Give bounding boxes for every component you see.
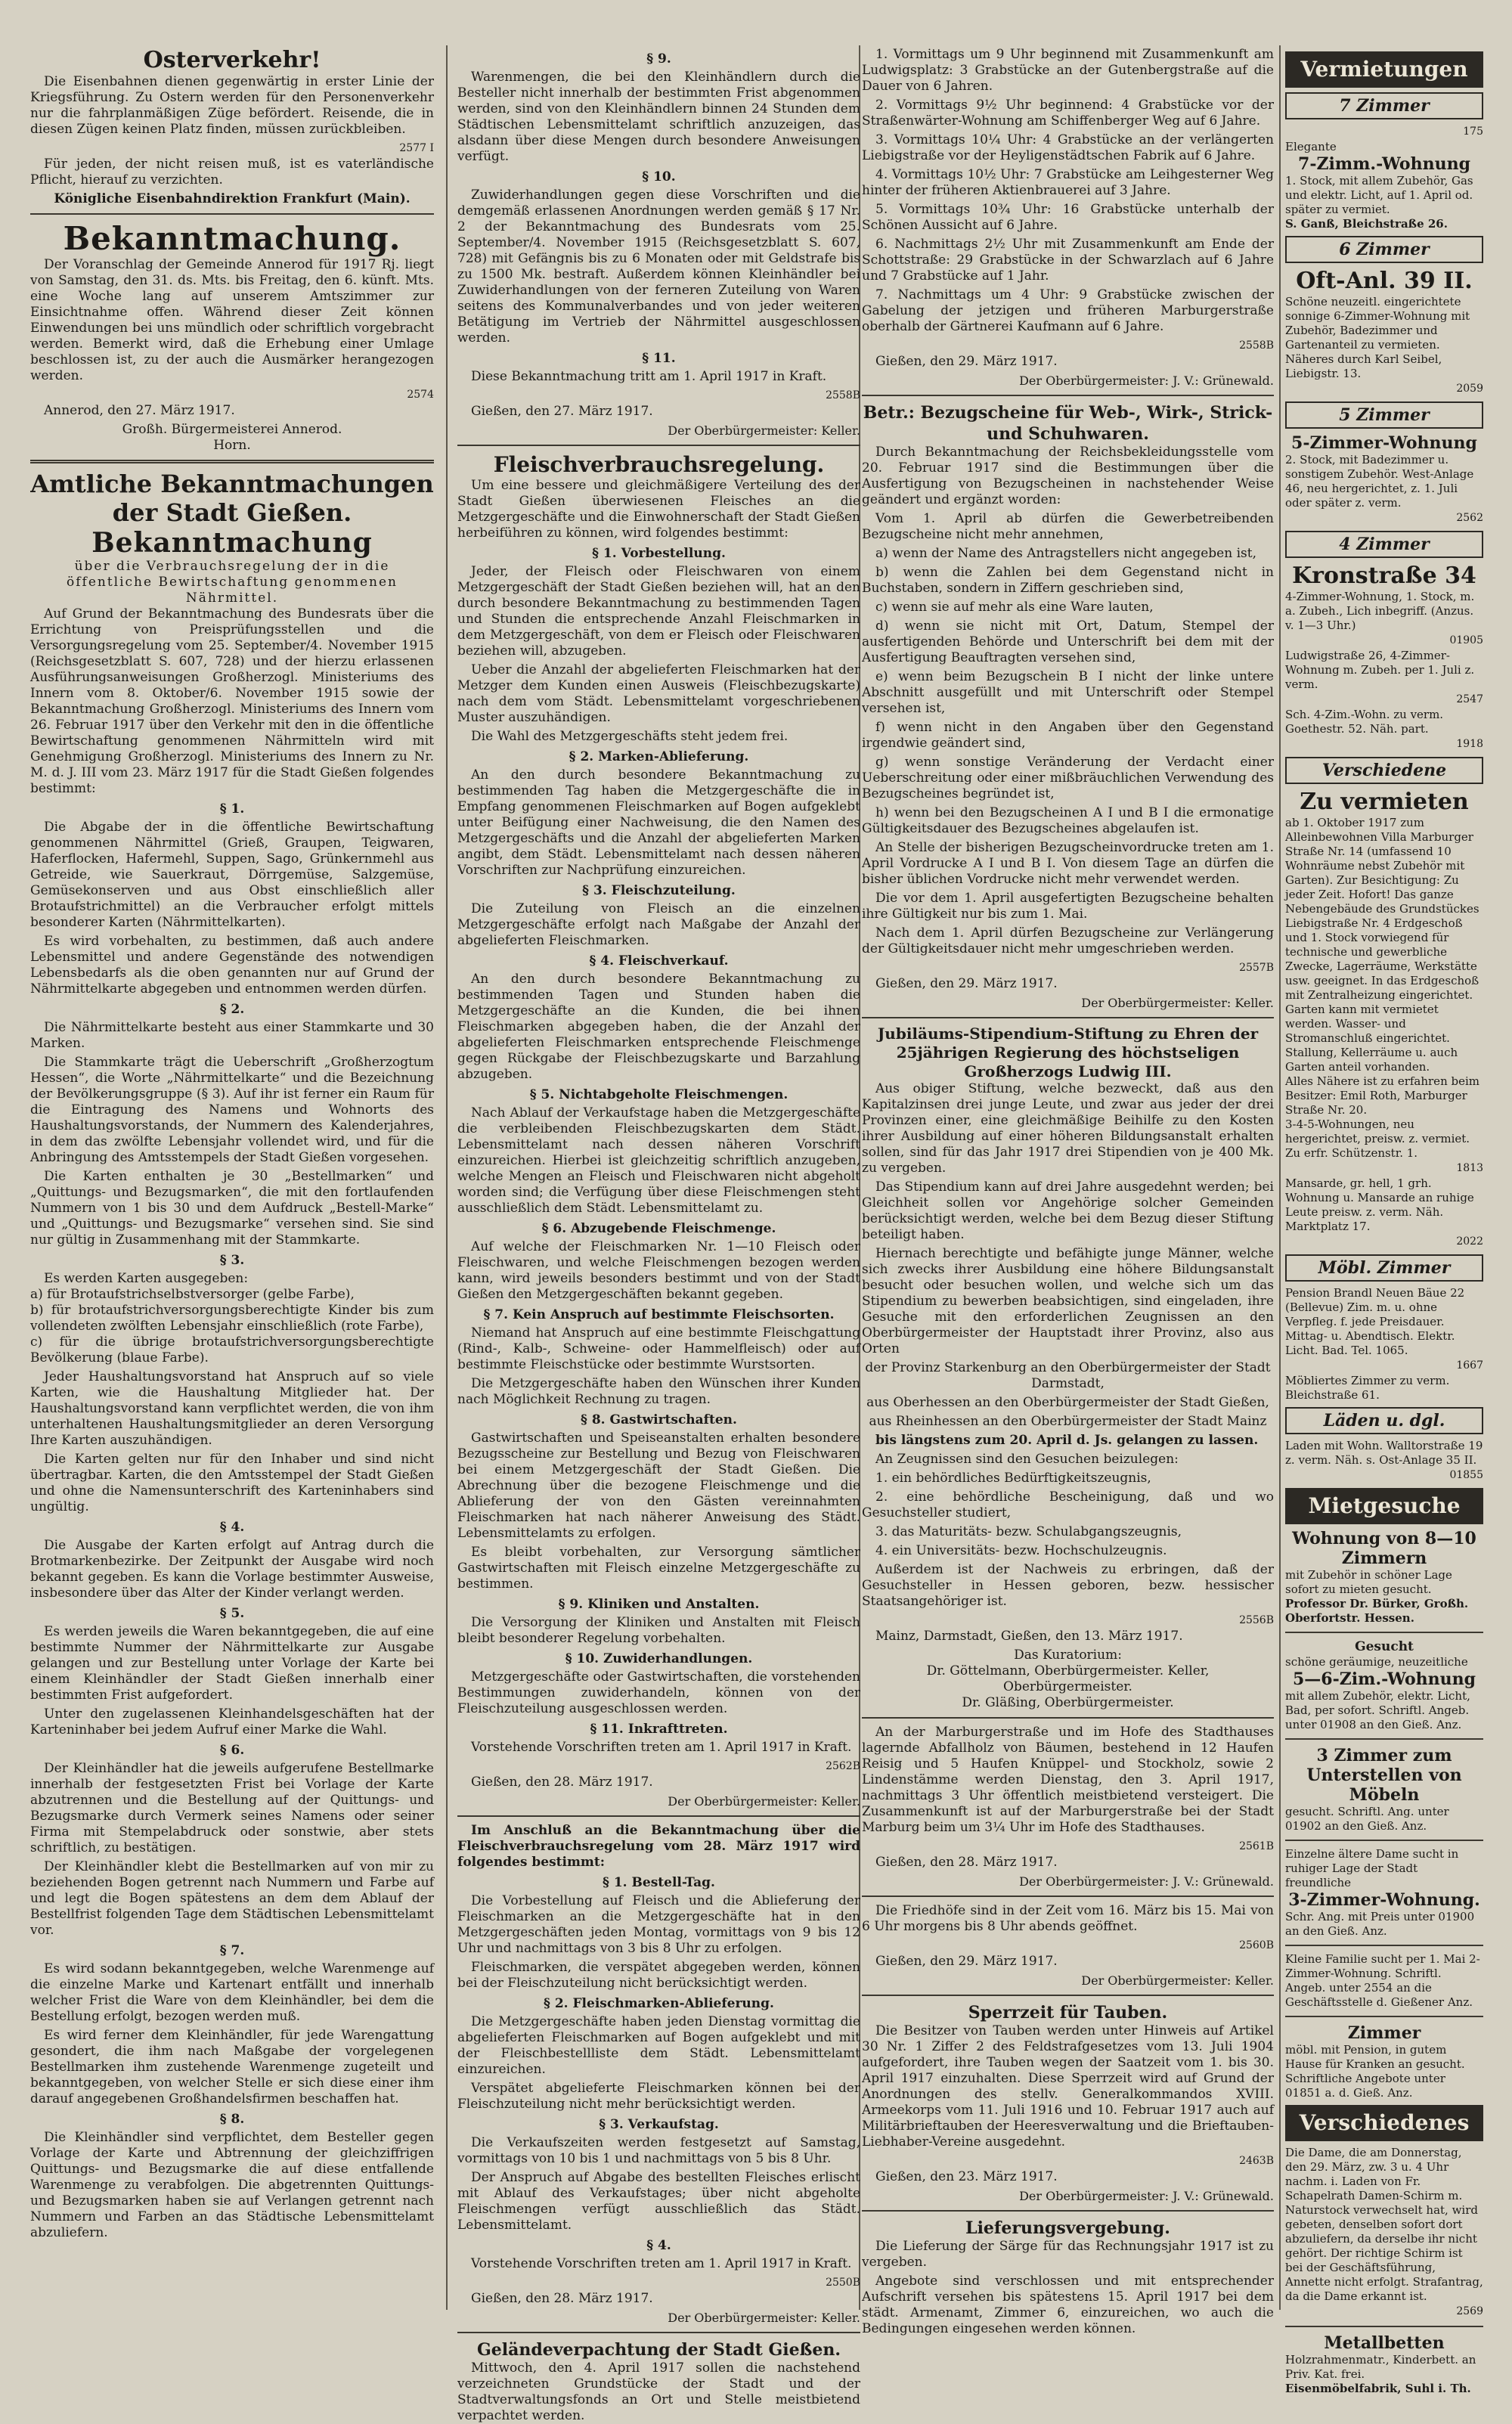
section-head: § 6. Abzugebende Fleischmenge.: [541, 1221, 776, 1236]
bezugscheine-title: Betr.: Bezugscheine für Web-, Wirk-, Strick- und Schuhwaren.: [863, 403, 1273, 444]
vermietungen-header: Vermietungen: [1285, 51, 1483, 88]
section-text: Die Versorgung der Kliniken und Anstalten mit Fleisch bleibt besonderer Regelung vorbehalten.: [457, 1615, 860, 1646]
ad-contact: Eisenmöbelfabrik, Suhl i. Th.: [1285, 2382, 1471, 2395]
divider: [1285, 1840, 1483, 1841]
bekanntmachung-name: Horn.: [213, 438, 251, 453]
ad-text: mit allem Zubehör, elektr. Licht, Bad, per sofort. Schriftl. Angeb. unter 01908 an den Gieß. Anz.: [1285, 1689, 1470, 1731]
ad-text: Schöne neuzeitl. eingerichtete sonnige 6-Zimmer-Wohnung mit Zubehör, Badezimmer und Gartenanteil zu vermieten. Näheres durch Karl Seibel, Liebigstr. 13.: [1285, 295, 1470, 380]
divider: [457, 445, 860, 446]
section-text: Jeder Haushaltungsvorstand hat Anspruch auf so viele Karten, wie die Haushaltung Mitglieder hat. Der Haushaltungsvorstand kann verpflichtet werden, die von ihm unterhaltenen Haushaltungsmitglieder an deren Versorgung Ihre Karten auszuhändigen.: [30, 1369, 434, 1448]
bezugscheine-text: Durch Bekanntmachung der Reichsbekleidungsstelle vom 20. Februar 1917 sind die Bestimmungen über die Ausfertigung von Bezugscheinen in nachstehender Weise geändert und ergänzt worden:: [862, 445, 1274, 507]
divider: [30, 460, 434, 463]
stipendium-list-item: 2. eine behördliche Bescheinigung, daß und wo Gesuchsteller studiert,: [862, 1489, 1274, 1520]
bezugscheine-list-item: f) wenn nicht in den Angaben über den Gegenstand irgendwie geändert sind,: [862, 720, 1274, 751]
section-head: § 5. Nichtabgeholte Fleischmengen.: [529, 1087, 789, 1102]
bezugscheine-text: Die vor dem 1. April ausgefertigten Bezugscheine behalten ihre Gültigkeit nur bis zum 1. Mai.: [862, 891, 1274, 922]
gelaende-list-item: 2. Vormittags 9½ Uhr beginnend: 4 Grabstücke vor der Straßenwärter-Wohnung am Schiffenberger Weg auf 6 Jahre.: [862, 98, 1274, 129]
bezugscheine-list-item: b) wenn die Zahlen bei dem Gegenstand nicht in Buchstaben, sondern in Ziffern geschrieben sind,: [862, 565, 1274, 596]
bezugscheine-list-item: e) wenn beim Bezugschein B I nicht der linke untere Abschnitt ausgefüllt und mit Unterschrift oder Stempel versehen ist,: [862, 669, 1274, 716]
ad-headline: Zimmer: [1347, 2023, 1421, 2043]
section-text: Vorstehende Vorschriften treten am 1. April 1917 in Kraft.: [471, 2256, 852, 2271]
divider: [1285, 2326, 1483, 2327]
bezugscheine-list-item: h) wenn bei den Bezugscheinen A I und B I die ermonatige Gültigkeitsdauer des Bezugscheines abgelaufen ist.: [862, 805, 1274, 836]
bezugscheine-list-item: c) wenn sie auf mehr als eine Ware lauten,: [875, 600, 1154, 615]
ad-headline: 5-Zimmer-Wohnung: [1291, 433, 1477, 453]
section-text: Unter den zugelassenen Kleinhandelsgeschäften hat der Karteninhaber bei jedem Aufruf einer Marke die Wahl.: [30, 1706, 434, 1737]
bezugscheine-text: Vom 1. April ab dürfen die Gewerbetreibenden Bezugscheine nicht mehr annehmen,: [862, 511, 1274, 542]
ad-text: Holzrahmenmatr., Kinderbett. an Priv. Kat. frei.: [1285, 2353, 1476, 2381]
ad-headline: 7-Zimm.-Wohnung: [1298, 154, 1470, 174]
section-text: Es werden Karten ausgegeben: a) für Brotaufstrichselbstversorger (gelbe Farbe), b) für brotaufstrichversorgungsberechtigte Kinder bis zum vollendeten zwölften Lebensjahr einschließlich (rote Farbe), c) für die übrige brotaufstrichversorgungsberechtigte Bevölkerung (blaue Farbe).: [30, 1271, 434, 1365]
section-head: § 11.: [642, 351, 676, 366]
section-text: Die Kleinhändler sind verpflichtet, dem Besteller gegen Vorlage der Karte und Abtrennung der gleichziffrigen Quittungs- und Bezugsmarke die auf diese entfallende Warenmenge zu verabfolgen. Die abgetrennten Quittungs- und Bezugsmarken haben sie auf Verlangen getrennt nach Nummern und Farben an das Städtische Lebensmittelamt abzuliefern.: [30, 2130, 434, 2240]
section-text: An den durch besondere Bekanntmachung zu bestimmenden Tagen und Stunden haben die Metzgergeschäfte an die Kunden, die bei ihnen Fleischmarken abgegeben haben, die der Anzahl der abgelieferten Fleischmarken entsprechende Fleischmenge gegen Rückgabe der Fleischbezugskarte und Barzahlung abzugeben.: [457, 972, 860, 1082]
nahrmittel-subtitle: über die Verbrauchsregelung der in die öffentliche Bewirtschaftung genommenen Nährmittel.: [67, 559, 398, 606]
section-text: Ueber die Anzahl der abgelieferten Fleischmarken hat der Metzger dem Kunden einen Ausweis (Fleischbezugskarte) nach dem vom Städt. Lebensmittelamt vorgeschriebenen Muster auszuhändigen.: [457, 662, 860, 725]
section-text: Es werden jeweils die Waren bekanntgegeben, die auf eine bestimmte Nummer der Nährmittelkarte zur Ausgabe gelangen und zur Bestellung unter Vorlage der Karte bei einem Kleinhändler der Stadt Gießen innerhalb einer bestimmten Frist aufgefordert.: [30, 1624, 434, 1703]
signature: Der Oberbürgermeister: Keller.: [668, 2311, 860, 2325]
ad-text: Einzelne ältere Dame sucht in ruhiger Lage der Stadt freundliche: [1285, 1847, 1459, 1889]
section-head: § 4.: [219, 1520, 245, 1535]
column-2: [457, 47, 860, 2423]
divider: [1285, 1632, 1483, 1633]
stipendium-list-item: 1. ein behördliches Bedürftigkeitszeugnis,: [875, 1471, 1151, 1486]
date-line: Mainz, Darmstadt, Gießen, den 13. März 1917.: [875, 1629, 1183, 1644]
signature: Der Oberbürgermeister: Keller.: [668, 1794, 860, 1809]
section-head: § 9.: [646, 51, 671, 67]
ad-number: 2560B: [1239, 1939, 1274, 1951]
column-rule: [1279, 45, 1281, 2310]
gelaende-title: Geländeverpachtung der Stadt Gießen.: [476, 2340, 841, 2360]
fleisch-title: Fleischverbrauchsregelung.: [493, 452, 825, 477]
divider: [1285, 2016, 1483, 2017]
bekanntmachung-text: Der Voranschlag der Gemeinde Annerod für 1917 Rj. liegt von Samstag, den 31. ds. Mts. bis Freitag, den 6. künft. Mts. eine Woche lang auf unserem Amtszimmer zur Einsichtnahme offen. Während dieser Zeit können Einwendungen bei uns mündlich oder schriftlich vorgebracht werden. Bemerkt wird, daß die Erhebung einer Umlage beschlossen ist, zu der auch die Ausmärker herangezogen werden.: [30, 257, 434, 383]
section-text: Der Anspruch auf Abgabe des bestellten Fleisches erlischt mit Ablauf des Verkaufstages; über nicht abgeholte Fleischmengen verfügt ausschließlich das Städt. Lebensmittelamt.: [457, 2170, 860, 2233]
section-text: Es wird ferner dem Kleinhändler, für jede Warengattung gesondert, die ihm nach Maßgabe der vorgelegenen Bestellmarken ihm zustehende Warenmenge zugeteilt und bekanntgegeben, von welcher Stelle er sich diese einer ihm darauf angegebenen Großhandelsfirmen beschaffen hat.: [30, 2028, 434, 2106]
section-text: Die Karten gelten nur für den Inhaber und sind nicht übertragbar. Karten, die den Amtsstempel der Stadt Gießen und ohne die Namensunterschrift des Karteninhabers sind ungültig.: [30, 1452, 434, 1514]
divider: [862, 1895, 1274, 1897]
ad-headline: Zu vermieten: [1300, 789, 1469, 815]
gelaende-list-item: 4. Vormittags 10½ Uhr: 7 Grabstücke am Leihgesterner Weg hinter der früheren Aktienbrauerei auf 3 Jahre.: [862, 167, 1274, 198]
ad-headline: Oft-Anl. 39 II.: [1296, 268, 1473, 294]
stipendium-text: Hiernach berechtigte und befähigte junge Männer, welche sich zwecks ihrer Ausbildung eine höhere Bildungsanstalt besucht oder besuchen wollen, und welche sich um das Stipendium zu bewerben beabsichtigen, sind eingeladen, ihre Gesuche mit den erforderlichen Zeugnissen an den Oberbürgermeister der Hauptstadt ihrer Provinz, also aus Orten: [862, 1246, 1274, 1356]
divider: [862, 1717, 1274, 1719]
divider: [457, 1815, 860, 1817]
section-text: Die Metzgergeschäfte haben den Wünschen ihrer Kunden nach Möglichkeit Rechnung zu tragen.: [457, 1376, 860, 1407]
fleisch-intro: Um eine bessere und gleichmäßigere Verteilung des der Stadt Gießen überwiesenen Fleisches an die Metzgergeschäfte und die Einwohnerschaft der Stadt Gießen herbeiführen zu können, wird folgendes bestimmt:: [457, 478, 860, 541]
ad-number: 1813: [1456, 1162, 1483, 1174]
section-text: Nach Ablauf der Verkaufstage haben die Metzgergeschäfte die verbleibenden Fleischbezugskarten dem Städt. Lebensmittelamt nach dessen näheren Vorschrift einzureichen. Hierbei ist gleichzeitig schriftlich anzugeben, welche Mengen an Fleisch und Fleischwaren nicht abgeholt worden sind; die Verfügung über diese Fleischmengen steht ausschließlich dem Städt. Lebensmittelamt zu.: [457, 1105, 860, 1216]
nahrmittel-intro: Auf Grund der Bekanntmachung des Bundesrats über die Errichtung von Preisprüfungsstellen und die Versorgungsregelung vom 25. September/4. November 1915 (Reichsgesetzblatt S. 607, 728) und der hierzu erlassenen Ausführungsanweisungen Großherzogl. Ministeriums des Innern vom 8. Oktober/6. November 1915 sowie der Bekanntmachung Großherzogl. Ministeriums des Innern vom 26. Februar 1917 über den Verkehr mit den in die öffentliche Bewirtschaftung genommenen Nährmitteln wird mit Genehmigung Großherzogl. Ministeriums des Innern zu Nr. M. d. J. III vom 23. März 1917 für die Stadt Gießen folgendes bestimmt:: [30, 606, 434, 796]
nahrmittel-title: Bekanntmachung: [91, 527, 373, 559]
section-text: Es bleibt vorbehalten, zur Versorgung sämtlicher Gastwirtschaften mit Fleisch einzelne Metzgergeschäfte zu bestimmen.: [457, 1545, 860, 1592]
ad-number: 2562: [1456, 512, 1483, 524]
gelaende-list-item: 6. Nachmittags 2½ Uhr mit Zusammenkunft am Ende der Schottstraße: 29 Grabstücke in der Schwarzlach auf 6 Jahre und 7 Grabstücke auf 1 Jahr.: [862, 237, 1274, 284]
tauben-text: Die Besitzer von Tauben werden unter Hinweis auf Artikel 30 Nr. 1 Ziffer 2 des Feldstrafgesetzes vom 13. Juli 1904 aufgefordert, ihre Tauben wegen der Saatzeit vom 1. bis 30. April 1917 einzuhalten. Diese Sperrzeit wird auf Grund der Anordnungen des stellv. Generalkommandos XVIII. Armeekorps vom 11. Juli 1916 und 10. Februar 1917 auch auf Militärbrieftauben der Heeresverwaltung und die Brieftauben-Liebhaber-Vereine ausgedehnt.: [862, 2023, 1274, 2150]
section-text: Metzgergeschäfte oder Gastwirtschaften, die vorstehenden Bestimmungen zuwiderhandeln, können von der Fleischzuteilung ausgeschlossen werden.: [457, 1669, 860, 1716]
section-head: § 3. Fleischzuteilung.: [582, 883, 736, 898]
section-head: § 8.: [219, 2112, 245, 2127]
stipendium-text: aus Rheinhessen an den Oberbürgermeister der Stadt Mainz: [869, 1414, 1267, 1429]
section-text: Fleischmarken, die verspätet abgegeben werden, können bei der Fleischzuteilung nicht berücksichtigt werden.: [457, 1960, 860, 1991]
signature: Das Kuratorium:: [1014, 1648, 1122, 1663]
date-line: Gießen, den 27. März 1917.: [471, 404, 653, 419]
section-head: § 10.: [642, 169, 676, 184]
divider: [30, 213, 434, 215]
gelaende-list-item: 3. Vormittags 10¼ Uhr: 4 Grabstücke an der verlängerten Liebigstraße vor der Heyligenstädtschen Fabrik auf 6 Jahre.: [862, 132, 1274, 163]
category-4-zimmer: 4 Zimmer: [1285, 531, 1483, 558]
section-text: Es wird vorbehalten, zu bestimmen, daß auch andere Lebensmittel und andere Gegenstände des notwendigen Lebensbedarfs als die oben genannten nur auf Grund der Nährmittelkarte abgegeben und entnommen werden dürfen.: [30, 934, 434, 997]
ad-text: 4-Zimmer-Wohnung, 1. Stock, m. a. Zubeh., Lich inbegriff. (Anzus. v. 1—3 Uhr.): [1285, 590, 1475, 632]
ad-label: Gesucht: [1355, 1639, 1414, 1654]
section-head: § 2.: [219, 1002, 245, 1017]
friedhof-text: Die Friedhöfe sind in der Zeit vom 16. März bis 15. Mai von 6 Uhr morgens bis 8 Uhr abends geöffnet.: [862, 1903, 1274, 1934]
section-head: § 3.: [219, 1253, 245, 1268]
ad-text: Die Dame, die am Donnerstag, den 29. März, zw. 3 u. 4 Uhr nachm. i. Laden von Fr. Schapelrath Damen-Schirm m. Naturstock verwechselt hat, wird gebeten, denselben sofort dort abzuliefern, da derselbe ihr nicht gehört. Der richtige Schirm ist bei der Geschäftsführung, Annette nicht erfolgt. Strafantrag, da die Dame erkannt ist.: [1285, 2146, 1483, 2303]
divider: [1285, 1945, 1483, 1946]
fett-intro: Im Anschluß an die Bekanntmachung über die Fleischverbrauchsregelung vom 28. März 1917 wird folgendes bestimmt:: [457, 1823, 860, 1870]
ad-text: mit Zubehör in schöner Lage sofort zu mieten gesucht.: [1285, 1568, 1452, 1596]
ad-text: Alles Nähere ist zu erfahren beim Besitzer: Emil Roth, Marburger Straße Nr. 20.: [1285, 1074, 1479, 1117]
section-text: Zuwiderhandlungen gegen diese Vorschriften und die demgemäß erlassenen Anordnungen werden gemäß § 17 Nr. 2 der Bekanntmachung des Bundesrats vom 25. September/4. November 1915 (Reichsgesetzblatt S. 607, 728) mit Gefängnis bis zu 6 Monaten oder mit Geldstrafe bis zu 1500 Mk. bestraft. Außerdem können Kleinhändler bei Zuwiderhandlungen von der ferneren Zuteilung von Waren seitens des Kommunalverbandes und von jeder weiteren Betätigung im Vertrieb der Nährmittel ausgeschlossen werden.: [457, 188, 860, 346]
category-moebl-zimmer: Möbl. Zimmer: [1285, 1254, 1483, 1282]
section-text: Die Nährmittelkarte besteht aus einer Stammkarte und 30 Marken.: [30, 1020, 434, 1051]
ad-number: 2577 I: [399, 142, 434, 154]
ad-text: Ludwigstraße 26, 4-Zimmer-Wohnung m. Zubeh. per 1. Juli z. verm.: [1285, 649, 1475, 691]
amtliche-title: Amtliche Bekanntmachungen der Stadt Gießen.: [30, 470, 434, 527]
section-text: Die Abgabe der in die öffentliche Bewirtschaftung genommenen Nährmittel (Grieß, Graupen, Teigwaren, Haferflocken, Hafermehl, Suppen, Sago, Grünkernmehl aus Getreide, wie Sauerkraut, Dörrgemüse, Salzgemüse, Gemüsekonserven und aus Obst einschließlich aller Brotaufstrichmittel) an die Verbraucher erfolgt mittels besonderer Karten (Nährmittelkarten).: [30, 820, 434, 930]
ad-number: 1918: [1456, 738, 1483, 750]
ad-text: Pension Brandl Neuen Bäue 22 (Bellevue) Zim. m. u. ohne Verpfleg. f. jede Preisdauer. Mittag- u. Abendtisch. Elektr. Licht. Bad. Tel. 1065.: [1285, 1286, 1465, 1357]
ad-number: 2556B: [1239, 1614, 1274, 1626]
signature: Der Oberbürgermeister: Keller.: [1081, 1973, 1274, 1988]
osterverkehr-note: Für jeden, der nicht reisen muß, ist es vaterländische Pflicht, hierauf zu verzichten.: [30, 157, 434, 188]
signature: Der Oberbürgermeister: J. V.: Grünewald.: [1019, 2189, 1274, 2203]
column-1: [30, 47, 434, 2308]
lieferung-text: Angebote sind verschlossen und mit entsprechender Aufschrift versehen bis spätestens 15. April 1917 bei dem städt. Armenamt, Zimmer 6, einzureichen, wo auch die Bedingungen eingesehen werden können.: [862, 2274, 1274, 2336]
section-head: § 2. Fleischmarken-Ablieferung.: [544, 1996, 774, 2011]
section-head: § 4.: [646, 2238, 671, 2253]
section-head: § 6.: [219, 1743, 245, 1758]
ad-text: 2. Stock, mit Badezimmer u. sonstigem Zubehör. West-Anlage 46, neu hergerichtet, z. 1. Juli oder später z. verm.: [1285, 453, 1474, 510]
ad-number: 2558B: [826, 389, 860, 401]
ad-text: Mansarde, gr. hell, 1 grh. Wohnung u. Mansarde an ruhige Leute preisw. z. verm. Näh. Marktplatz 17.: [1285, 1176, 1474, 1233]
category-verschiedene: Verschiedene: [1285, 757, 1483, 784]
section-text: Vorstehende Vorschriften treten am 1. April 1917 in Kraft.: [471, 1740, 852, 1755]
stipendium-text: An Zeugnissen sind den Gesuchen beizulegen:: [875, 1452, 1179, 1467]
ad-number: 2550B: [826, 2277, 860, 2289]
ad-text: Elegante: [1285, 140, 1337, 153]
divider: [862, 1995, 1274, 1996]
ad-text: möbl. mit Pension, in gutem Hause für Kranken an gesucht. Schriftliche Angebote unter 01851 a. d. Gieß. Anz.: [1285, 2043, 1465, 2100]
section-head: § 1.: [219, 801, 245, 817]
ad-text: ab 1. Oktober 1917 zum Alleinbewohnen Villa Marburger Straße Nr. 14 (umfassend 10 Wohnräume nebst Zubehör mit Garten). Zur Besichtigung: Zu jeder Zeit. Hofort! Das ganze Nebengebäude des Grundstückes Liebigstraße Nr. 4 Erdgeschoß und 1. Stock vorwiegend für technische und gewerbliche Zwecke, Lagerräume, Werkstätte usw. geeignet. In das Erdgeschoß mit Zentralheizung eingerichtet. Garten kann mit vermietet werden. Wasser- und Stromanschluß eingerichtet. Stallung, Kellerräume u. auch Garten anteil vorhanden.: [1285, 816, 1479, 1074]
date-line: Gießen, den 29. März 1917.: [875, 1954, 1058, 1969]
date-line: Gießen, den 23. März 1917.: [875, 2169, 1058, 2184]
lieferung-title: Lieferungsvergebung.: [965, 2218, 1170, 2238]
section-head: § 2. Marken-Ablieferung.: [569, 749, 749, 764]
bezugscheine-text: An Stelle der bisherigen Bezugscheinvordrucke treten am 1. April Vordrucke A I und B I. Von diesem Tage an dürfen die bisher üblichen Vordrucke nicht mehr verwendet werden.: [862, 840, 1274, 887]
signature: Der Oberbürgermeister: J. V.: Grünewald.: [1019, 374, 1274, 388]
date-line: Gießen, den 28. März 1917.: [471, 2291, 653, 2306]
ad-text: Möbliertes Zimmer zu verm. Bleichstraße 61.: [1285, 1374, 1450, 1402]
ad-text: gesucht. Schriftl. Ang. unter 01902 an den Gieß. Anz.: [1285, 1805, 1449, 1833]
section-text: Der Kleinhändler hat die jeweils aufgerufene Bestellmarke innerhalb der festgesetzten Frist bei Vorlage der Karte abzutrennen und die Bestellung auf der Quittungs- und Bezugsmarke durch Vermerk seines Namens oder seiner Firma mit Stempelabdruck oder sonstwie, aber stets schriftlich, zu bestätigen.: [30, 1761, 434, 1855]
category-laden: Läden u. dgl.: [1285, 1407, 1483, 1434]
ad-number: 2557B: [1239, 962, 1274, 974]
ad-number: 2022: [1456, 1235, 1483, 1248]
section-text: Der Kleinhändler klebt die Bestellmarken auf von mir zu beziehenden Bogen getrennt nach Nummern und Farbe auf und legt die Bogen spätestens an dem dem Ablauf der Bestellfrist folgenden Tage dem Städtischen Lebensmittelamt vor.: [30, 1859, 434, 1938]
stipendium-list-item: 3. das Maturitäts- bezw. Schulabgangszeugnis,: [875, 1524, 1182, 1539]
signature: Dr. Göttelmann, Oberbürgermeister. Keller, Oberbürgermeister.: [926, 1663, 1210, 1694]
divider: [862, 1017, 1274, 1018]
ad-text: schöne geräumige, neuzeitliche: [1285, 1655, 1468, 1669]
section-text: Die Wahl des Metzgergeschäfts steht jedem frei.: [471, 729, 789, 744]
stipendium-text: aus Oberhessen an den Oberbürgermeister der Stadt Gießen,: [866, 1395, 1269, 1410]
ad-number: 1667: [1456, 1359, 1483, 1372]
section-head: § 7.: [219, 1943, 245, 1958]
section-text: Die Ausgabe der Karten erfolgt auf Antrag durch die Brotmarkenbezirke. Der Zeitpunkt der Ausgabe wird noch bekannt gegeben. Es kann die Vorlage bestimmter Ausweise, insbesondere über das Alter der Kinder verlangt werden.: [30, 1538, 434, 1601]
verschiedenes-header: Verschiedenes: [1285, 2105, 1483, 2141]
section-head: § 8. Gastwirtschaften.: [581, 1412, 737, 1427]
category-5-zimmer: 5 Zimmer: [1285, 401, 1483, 429]
ad-number: 01905: [1449, 634, 1483, 646]
gelaende-list-item: 1. Vormittags um 9 Uhr beginnend mit Zusammenkunft am Ludwigsplatz: 3 Grabstücke an der Gutenbergstraße auf die Dauer von 6 Jahren.: [862, 47, 1274, 94]
date-line: Gießen, den 28. März 1917.: [875, 1855, 1058, 1870]
section-head: § 1. Vorbestellung.: [592, 546, 726, 561]
osterverkehr-title: Osterverkehr!: [143, 47, 321, 73]
ad-text: Sch. 4-Zim.-Wohn. zu verm. Goethestr. 52. Näh. part.: [1285, 708, 1444, 736]
tauben-title: Sperrzeit für Tauben.: [968, 2003, 1168, 2023]
ad-number: 01855: [1449, 1469, 1483, 1481]
signature: Dr. Gläßing, Oberbürgermeister.: [962, 1695, 1174, 1710]
ad-text: 1. Stock, mit allem Zubehör, Gas und elektr. Licht, auf 1. April od. später zu vermiet.: [1285, 174, 1473, 216]
stipendium-deadline: bis längstens zum 20. April d. Js. gelangen zu lassen.: [875, 1433, 1259, 1448]
stipendium-text: Das Stipendium kann auf drei Jahre ausgedehnt werden; bei Gleichheit sollen vor Angehörige solcher Gemeinden berücksichtigt werden, welche bei dem Bezug dieser Stiftung beteiligt haben.: [862, 1179, 1274, 1242]
section-text: Es wird sodann bekanntgegeben, welche Warenmenge auf die einzelne Marke und Kartenart entfällt und innerhalb welcher Frist die Ware von dem Kleinhändler, bei dem die Bestellung erfolgt, bezogen werden muß.: [30, 1961, 434, 2024]
bekanntmachung-date: Annerod, den 27. März 1917.: [44, 403, 235, 418]
ad-text: 3-4-5-Wohnungen, neu hergerichtet, preisw. z. vermiet. Zu erfr. Schützenstr. 1.: [1285, 1117, 1470, 1160]
ad-text: Kleine Familie sucht per 1. Mai 2-Zimmer-Wohnung. Schriftl. Angeb. unter 2554 an die Geschäftsstelle d. Gießener Anz.: [1285, 1952, 1480, 2009]
section-text: Die Vorbestellung auf Fleisch und die Ablieferung der Fleischmarken an die Metzgergeschäfte hat in den Metzgergeschäften jeden Montag, vormittags von 9 bis 12 Uhr und nachmittags von 3 bis 8 Uhr zu erfolgen.: [457, 1893, 860, 1956]
ad-number: 2547: [1456, 693, 1483, 705]
section-head: § 7. Kein Anspruch auf bestimmte Fleischsorten.: [483, 1307, 835, 1322]
gelaende-text: Mittwoch, den 4. April 1917 sollen die nachstehend verzeichneten Grundstücke der Stadt und der Stadtverwaltungsfonds an Ort und Stelle meistbietend verpachtet werden.: [457, 2360, 860, 2423]
section-text: Die Stammkarte trägt die Ueberschrift „Großherzogtum Hessen“, die Worte „Nährmittelkarte“ und die Bezeichnung der Bevölkerungsgruppe (§ 3). Auf ihr ist ferner ein Raum für die Eintragung des Namens und Wohnorts des Haushaltungsvorstands, der Nummern des Kalenderjahres, in dem das zwölfte Lebensjahr vollendet wird, und für die Anbringung des Amtsstempels der Stadt Gießen vorgesehen.: [30, 1055, 434, 1165]
holz-text: An der Marburgerstraße und im Hofe des Stadthauses lagernde Abfallholz von Bäumen, bestehend in 12 Haufen Reisig und 5 Haufen Knüppel- und Stockholz, sowie 2 Lindenstämme werden Dienstag, den 3. April 1917, nachmittags 3 Uhr öffentlich meistbietend versteigert. Die Zusammenkunft ist auf der Marburgerstraße bei der Stadt Marburg beim um 3¼ Uhr im Hofe des Stadthauses.: [862, 1725, 1274, 1835]
category-7-zimmer: 7 Zimmer: [1285, 92, 1483, 119]
section-text: Die Zuteilung von Fleisch an die einzelnen Metzgergeschäfte erfolgt nach Maßgabe der Anzahl der abgelieferten Fleischmarken.: [457, 901, 860, 948]
column-3: [862, 47, 1274, 2336]
ad-number: 2059: [1456, 383, 1483, 395]
bezugscheine-list-item: a) wenn der Name des Antragstellers nicht angegeben ist,: [875, 546, 1256, 561]
ad-text: Schr. Ang. mit Preis unter 01900 an den Gieß. Anz.: [1285, 1910, 1475, 1938]
divider: [862, 2210, 1274, 2212]
ad-headline: 3-Zimmer-Wohnung.: [1288, 1890, 1480, 1910]
gelaende-list-item: 7. Nachmittags um 4 Uhr: 9 Grabstücke zwischen der Gabelung der jetzigen und früheren Marburgerstraße oberhalb der Gärtnerei Kaufmann auf 6 Jahre.: [862, 287, 1274, 334]
bekanntmachung-title: Bekanntmachung.: [63, 220, 401, 257]
stipendium-list-item: 4. ein Universitäts- bezw. Hochschulzeugnis.: [875, 1543, 1167, 1558]
stipendium-text: Aus obiger Stiftung, welche bezweckt, daß aus den Kapitalzinsen drei junge Leute, und zwar aus jeder der drei Provinzen einer, eine gleichmäßige Beihilfe zu den Kosten ihrer Ausbildung auf einer höheren Bildungsanstalt erhalten sollen, sind für das Jahr 1917 drei Stipendien von je 400 Mk. zu vergeben.: [862, 1081, 1274, 1176]
signature: Der Oberbürgermeister: Keller.: [1081, 996, 1274, 1010]
section-head: § 3. Verkaufstag.: [599, 2117, 719, 2132]
signature: Der Oberbürgermeister: J. V.: Grünewald.: [1019, 1874, 1274, 1889]
column-rule: [446, 45, 448, 2310]
gelaende-list-item: 5. Vormittags 10¾ Uhr: 16 Grabstücke unterhalb der Schönen Aussicht auf 6 Jahre.: [862, 202, 1274, 233]
date-line: Gießen, den 29. März 1917.: [875, 976, 1058, 991]
section-text: An den durch besondere Bekanntmachung zu bestimmenden Tag haben die Metzgergeschäfte die in Empfang genommenen Fleischmarken auf Bogen aufgeklebt unter Beifügung einer Nachweisung, die den Namen des Metzgergeschäfts und die Anzahl der abgelieferten Marken angibt, dem Städt. Lebensmittelamt nach dessen näheren Vorschriften zur Nachprüfung einzureichen.: [457, 767, 860, 878]
column-4-classifieds: [1285, 47, 1483, 2395]
bezugscheine-list-item: d) wenn sie nicht mit Ort, Datum, Stempel der ausfertigenden Behörde und Unterschrift bei dem mit der Ausfertigung Beauftragten versehen sind,: [862, 618, 1274, 665]
section-text: Die Metzgergeschäfte haben jeden Dienstag vormittag die abgelieferten Fleischmarken auf Bogen aufgeklebt und mit der Fleischbestellliste dem Städt. Lebensmittelamt einzureichen.: [457, 2014, 860, 2077]
divider: [457, 2332, 860, 2333]
bekanntmachung-signature: Großh. Bürgermeisterei Annerod.: [122, 422, 342, 437]
ad-text: Laden mit Wohn. Walltorstraße 19 z. verm. Näh. s. Ost-Anlage 35 II.: [1285, 1439, 1483, 1467]
osterverkehr-text: Die Eisenbahnen dienen gegenwärtig in erster Linie der Kriegsführung. Zu Ostern werden für den Personenverkehr nur die fahrplanmäßigen Züge befördert. Reisende, die in diesen Zügen keinen Platz finden, müssen zurückbleiben.: [30, 74, 434, 137]
ad-number: 2562B: [826, 1760, 860, 1772]
section-text: Gastwirtschaften und Speiseanstalten erhalten besondere Bezugsscheine zur Bestellung und Bezug von Fleischwaren bei einem Metzgergeschäft der Stadt Gießen. Die Abrechnung über die bezogene Fleischmenge und die Ablieferung der von den Gästen vereinnahmten Fleischmarken hat nach näherer Anweisung des Städt. Lebensmittelamts zu erfolgen.: [457, 1431, 860, 1541]
section-text: Verspätet abgelieferte Fleischmarken können bei der Fleischzuteilung nicht mehr berücksichtigt werden.: [457, 2081, 860, 2112]
lieferung-text: Die Lieferung der Särge für das Rechnungsjahr 1917 ist zu vergeben.: [862, 2239, 1274, 2270]
stipendium-text: der Provinz Starkenburg an den Oberbürgermeister der Stadt Darmstadt,: [865, 1360, 1271, 1391]
bezugscheine-list-item: g) wenn sonstige Veränderung der Verdacht einer Ueberschreitung oder einer mißbräuchlichen Verwendung des Bezugscheines begründet ist,: [862, 755, 1274, 801]
section-head: § 10. Zuwiderhandlungen.: [565, 1651, 753, 1666]
section-text: Die Verkaufszeiten werden festgesetzt auf Samstag, vormittags von 10 bis 1 und nachmittags von 5 bis 8 Uhr.: [457, 2135, 860, 2166]
section-head: § 5.: [219, 1606, 245, 1621]
ad-headline: Metallbetten: [1324, 2333, 1445, 2353]
divider: [862, 395, 1274, 396]
ad-number: 175: [1463, 126, 1483, 138]
section-text: Jeder, der Fleisch oder Fleischwaren von einem Metzgergeschäft der Stadt Gießen beziehen will, hat an den durch besondere Bekanntmachung zu bestimmenden Tagen und Stunden die entsprechende Anzahl Fleischmarken in dem Metzgergeschäft, von dem er Fleisch oder Fleischwaren beziehen will, abzugeben.: [457, 564, 860, 659]
ad-number: 2574: [407, 389, 434, 401]
bezugscheine-text: Nach dem 1. April dürfen Bezugscheine zur Verlängerung der Gültigkeitsdauer nicht mehr umgeschrieben werden.: [862, 925, 1274, 956]
section-text: Diese Bekanntmachung tritt am 1. April 1917 in Kraft.: [471, 369, 827, 384]
section-head: § 4. Fleischverkauf.: [589, 953, 729, 969]
ad-headline: Wohnung von 8—10 Zimmern: [1292, 1529, 1476, 1568]
section-text: Warenmengen, die bei den Kleinhändlern durch die Besteller nicht innerhalb der bestimmten Frist abgenommen werden, sind von den Kleinhändlern binnen 24 Stunden dem Städtischen Lebensmittelamt schriftlich anzuzeigen, das alsdann über diese Mengen durch besondere Anweisungen verfügt.: [457, 70, 860, 164]
section-head: § 11. Inkrafttreten.: [590, 1722, 728, 1737]
section-text: Die Karten enthalten je 30 „Bestellmarken“ und „Quittungs- und Bezugsmarken“, die mit den fortlaufenden Nummern von 1 bis 30 und dem Aufdruck „Bestell-Marke“ und „Quittungs- und Bezugsmarke“ versehen sind. Sie sind nur gültig in Zusammenhang mit der Stammkarte.: [30, 1169, 434, 1248]
stipendium-title: Jubiläums-Stipendium-Stiftung zu Ehren der 25jährigen Regierung des höchstseligen Großherzogs Ludwig III.: [877, 1024, 1259, 1080]
date-line: Gießen, den 29. März 1917.: [875, 354, 1058, 369]
ad-headline: 5—6-Zim.-Wohnung: [1293, 1669, 1476, 1689]
section-head: § 9. Kliniken und Anstalten.: [558, 1597, 760, 1612]
ad-number: 2463B: [1239, 2155, 1274, 2167]
ad-headline: Kronstraße 34: [1292, 563, 1476, 589]
ad-number: 2558B: [1239, 339, 1274, 352]
section-head: § 1. Bestell-Tag.: [603, 1875, 715, 1890]
date-line: Gießen, den 28. März 1917.: [471, 1775, 653, 1790]
ad-headline: 3 Zimmer zum Unterstellen von Möbeln: [1306, 1746, 1462, 1805]
osterverkehr-signature: Königliche Eisenbahndirektion Frankfurt (Main).: [54, 191, 411, 206]
stipendium-text: Außerdem ist der Nachweis zu erbringen, daß der Gesuchsteller in Hessen geboren, bezw. hessischer Staatsangehöriger ist.: [862, 1562, 1274, 1609]
section-text: Niemand hat Anspruch auf eine bestimmte Fleischgattung (Rind-, Kalb-, Schweine- oder Hammelfleisch) oder auf bestimmte Fleischstücke oder bestimmte Wurstsorten.: [457, 1325, 860, 1372]
signature: Der Oberbürgermeister: Keller.: [668, 423, 860, 438]
mietgesuche-header: Mietgesuche: [1285, 1488, 1483, 1524]
ad-number: 2561B: [1239, 1840, 1274, 1852]
ad-contact: Professor Dr. Bürker, Großh. Oberfortstr. Hessen.: [1285, 1597, 1469, 1625]
category-6-zimmer: 6 Zimmer: [1285, 236, 1483, 263]
divider: [1285, 1738, 1483, 1740]
section-text: Auf welche der Fleischmarken Nr. 1—10 Fleisch oder Fleischwaren, und welche Fleischmengen bezogen werden kann, wird jeweils besonders bestimmt und von der Stadt Gießen den Metzgergeschäften bekannt gegeben.: [457, 1239, 860, 1302]
ad-contact: S. Ganß, Bleichstraße 26.: [1285, 217, 1448, 231]
ad-number: 2569: [1456, 2305, 1483, 2317]
